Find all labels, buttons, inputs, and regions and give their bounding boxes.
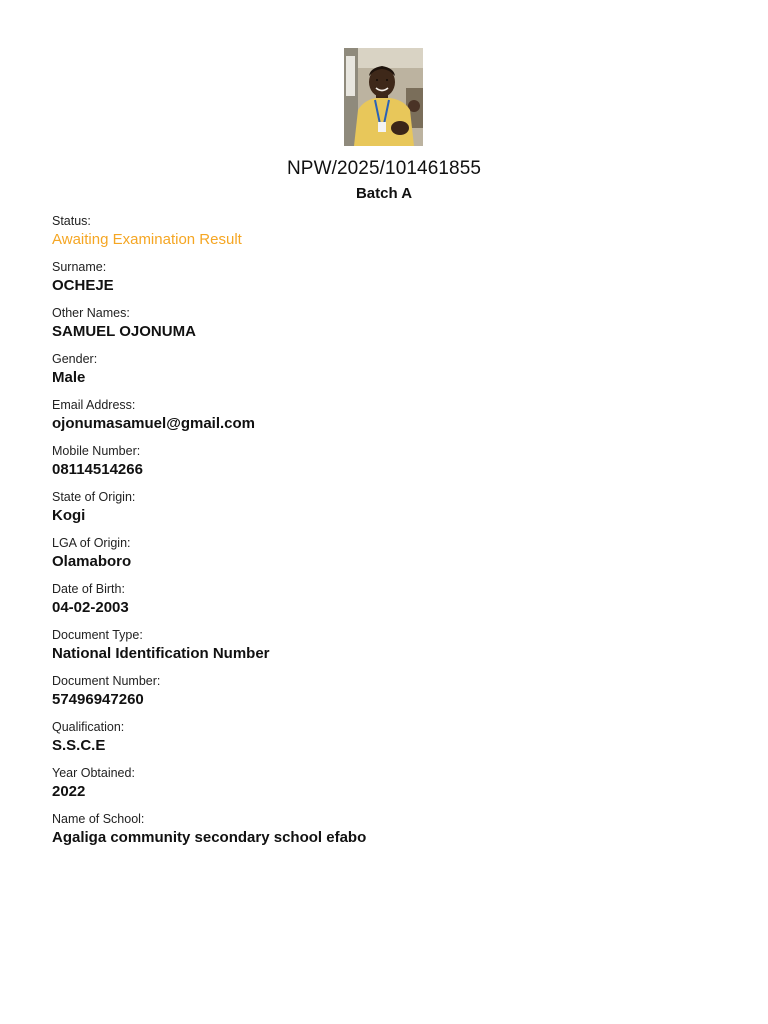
field-date-of-birth	[52, 581, 732, 627]
field-surname	[52, 259, 732, 305]
field-mobile	[52, 443, 732, 489]
field-name-of-school	[52, 811, 732, 857]
mobile-value: 08114514266	[52, 461, 143, 478]
field-label: Mobile Number:	[52, 444, 141, 458]
field-document-number	[52, 673, 732, 719]
field-label: Gender:	[52, 352, 98, 366]
field-label: Date of Birth:	[52, 582, 125, 596]
email-value: ojonumasamuel@gmail.com	[52, 415, 256, 432]
field-label: Document Number:	[52, 674, 161, 688]
gender-value: Male	[52, 369, 86, 386]
field-lga-of-origin	[52, 535, 732, 581]
name-of-school-value: Agaliga community secondary school efabo	[52, 829, 367, 846]
status-value: Awaiting Examination Result	[52, 231, 242, 248]
field-email	[52, 397, 732, 443]
other-names-value: SAMUEL OJONUMA	[52, 323, 196, 340]
field-document-type	[52, 627, 732, 673]
field-status	[52, 213, 732, 259]
state-of-origin-value: Kogi	[52, 507, 86, 524]
year-obtained-value: 2022	[52, 783, 86, 800]
document-number-value: 57496947260	[52, 691, 144, 708]
date-of-birth-value: 04-02-2003	[52, 599, 129, 616]
passport-photo	[344, 48, 423, 146]
field-label: Email Address:	[52, 398, 136, 412]
field-qualification	[52, 719, 732, 765]
registration-number: NPW/2025/101461855	[286, 158, 482, 179]
field-label: Surname:	[52, 260, 107, 274]
field-label: Other Names:	[52, 306, 130, 320]
field-other-names	[52, 305, 732, 351]
field-gender	[52, 351, 732, 397]
lga-of-origin-value: Olamaboro	[52, 553, 132, 570]
field-label: Name of School:	[52, 812, 145, 826]
field-label: Document Type:	[52, 628, 143, 642]
surname-value: OCHEJE	[52, 277, 114, 294]
field-state-of-origin	[52, 489, 732, 535]
field-label: State of Origin:	[52, 490, 136, 504]
field-year-obtained	[52, 765, 732, 811]
field-label: LGA of Origin:	[52, 536, 131, 550]
applicant-details	[52, 213, 732, 857]
document-type-value: National Identification Number	[52, 645, 270, 662]
qualification-value: S.S.C.E	[52, 737, 106, 754]
field-label: Status:	[52, 214, 91, 228]
field-label: Qualification:	[52, 720, 125, 734]
field-label: Year Obtained:	[52, 766, 135, 780]
batch-label: Batch A	[355, 185, 413, 202]
